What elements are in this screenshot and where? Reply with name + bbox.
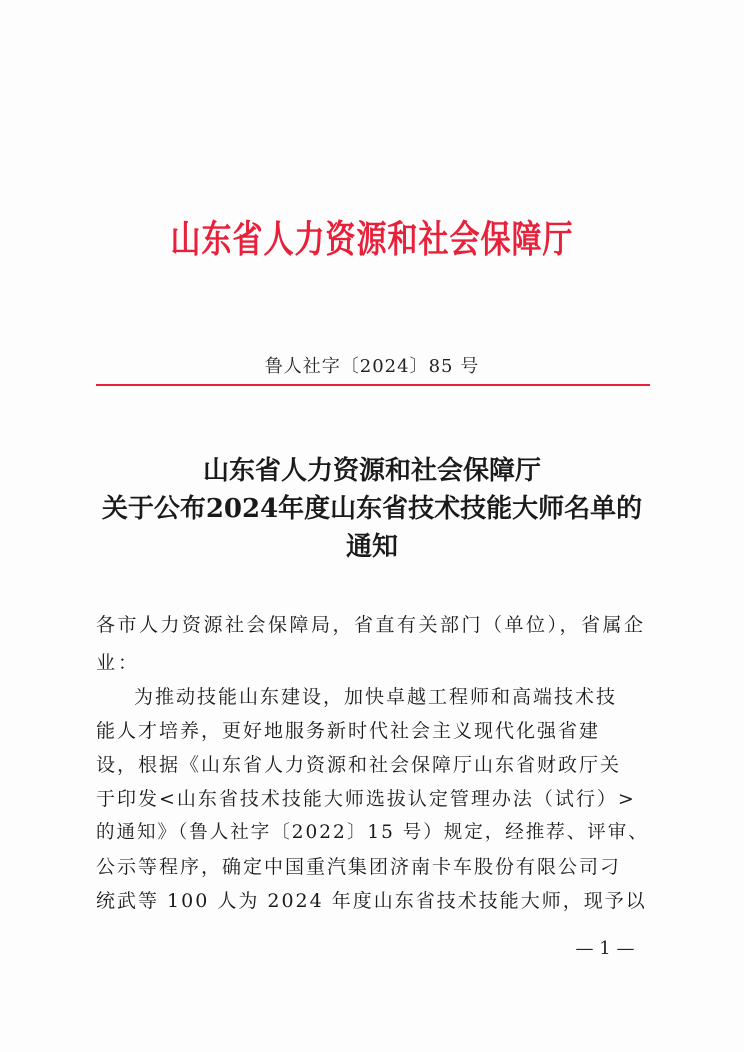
body-line-3: 设，根据《山东省人力资源和社会保障厅山东省财政厅关	[96, 754, 622, 776]
document-number: 鲁人社字〔2024〕85 号	[264, 356, 480, 377]
body-line-7: 统武等 100 人为 2024 年度山东省技术技能大师，现予以	[96, 890, 647, 912]
issuer-red-header: 山东省人力资源和社会保障厅	[170, 218, 574, 262]
title-line-1: 山东省人力资源和社会保障厅	[202, 456, 541, 486]
title-line-2: 关于公布2024年度山东省技术技能大师名单的	[101, 494, 643, 524]
red-divider-rule	[96, 384, 650, 386]
recipient-salutation	[96, 606, 652, 682]
recipient-line-1: 各市人力资源社会保障局，省直有关部门（单位），省属企	[96, 614, 646, 636]
body-line-4: 于印发<山东省技术技能大师选拔认定管理办法（试行）>	[96, 788, 636, 810]
document-title	[60, 452, 684, 566]
page-number: — 1 —	[575, 938, 635, 959]
recipient-line-2: 业：	[96, 652, 141, 674]
body-line-2: 能人才培养，更好地服务新时代社会主义现代化强省建	[96, 720, 601, 742]
body-paragraph	[96, 680, 652, 918]
title-line-3: 通知	[345, 532, 398, 562]
body-line-1: 为推动技能山东建设，加快卓越工程师和高端技术技	[134, 686, 618, 708]
body-line-6: 公示等程序，确定中国重汽集团济南卡车股份有限公司刁	[96, 856, 622, 878]
body-line-5: 的通知》（鲁人社字〔2022〕15 号）规定，经推荐、评审、	[96, 822, 649, 843]
